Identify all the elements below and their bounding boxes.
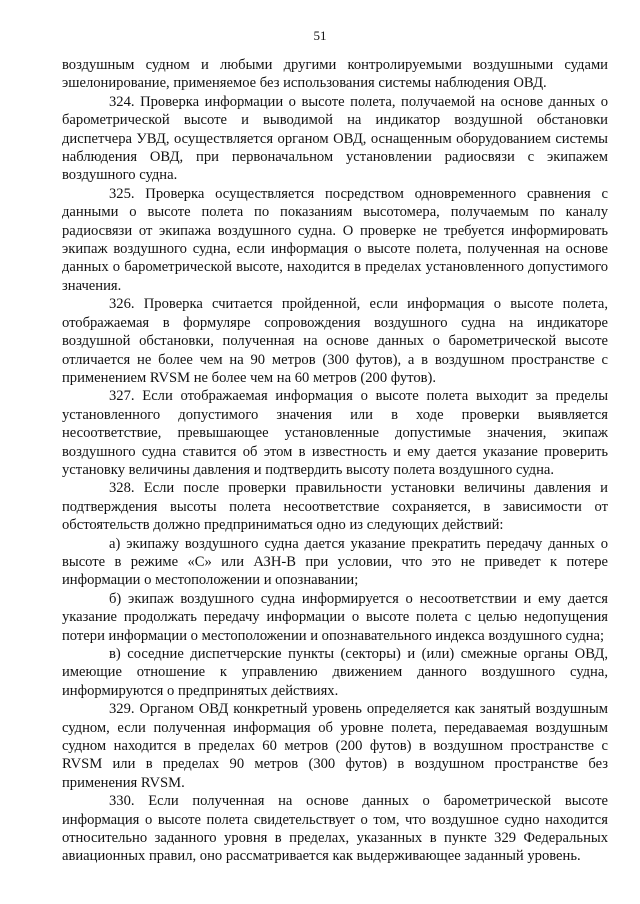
document-body	[62, 56, 608, 866]
page-number: 51	[313, 28, 327, 43]
paragraph-329: 329. Органом ОВД конкретный уровень определяется как занятый воздушным судном, если полученная информация об уровне полета, передаваемая воздушным судном находится в пределах 60 метров (200 футов) в воздушном пространстве с RVSM или в пределах 90 метров (300 футов) в воздушном пространстве без применения RVSM.	[62, 701, 608, 791]
paragraph-327: 327. Если отображаемая информация о высоте полета выходит за пределы установленного допустимого значения или в ходе проверки выявляется несоответствие, превышающее установленные допустимые значения, экипаж воздушного судна ставится об этом в известность и ему дается указание проверить установку величины давления и подтвердить высоту полета воздушного судна.	[62, 388, 608, 478]
paragraph-continuation: воздушным судном и любыми другими контролируемыми воздушными судами эшелонирование, применяемое без использования системы наблюдения ОВД.	[62, 57, 608, 92]
paragraph-328: 328. Если после проверки правильности установки величины давления и подтверждения высоты полета несоответствие сохраняется, в зависимости от обстоятельств должно предприниматься одно из следующих действий:	[62, 480, 608, 534]
list-item-v: в) соседние диспетчерские пункты (секторы) и (или) смежные органы ОВД, имеющие отношение к управлению движением данного воздушного судна, информируются о предпринятых действиях.	[62, 646, 608, 699]
paragraph-324: 324. Проверка информации о высоте полета, получаемой на основе данных о барометрической высоте и выводимой на индикатор воздушной обстановки диспетчера УВД, осуществляется органом ОВД, оснащенным оборудованием системы наблюдения ОВД, при первоначальном установлении радиосвязи с экипажем воздушного судна.	[62, 93, 608, 184]
list-item-a: а) экипажу воздушного судна дается указание прекратить передачу данных о высоте в режиме «С» или АЗН-В при условии, что это не приведет к потере информации о местоположении и опознавании;	[62, 535, 608, 589]
paragraph-330: 330. Если полученная на основе данных о барометрической высоте информация о высоте полета свидетельствует о том, что воздушное судно находится относительно заданного уровня в пределах, указанных в пункте 329 Федеральных авиационных правил, оно рассматривается как выдерживающее заданный уровень.	[62, 793, 608, 865]
list-item-b: б) экипаж воздушного судна информируется о несоответствии и ему дается указание продолжать передачу информации о высоте полета с целью недопущения потери информации о местоположении и опознавательного индекса воздушного судна;	[62, 590, 608, 644]
paragraph-326: 326. Проверка считается пройденной, если информация о высоте полета, отображаемая в формуляре сопровождения воздушного судна на индикаторе воздушной обстановки, полученная на основе данных о барометрической высоте отличается не более чем на 90 метров (300 футов), а в воздушном пространстве с применением RVSM не более чем на 60 метров (200 футов).	[62, 296, 608, 386]
paragraph-325: 325. Проверка осуществляется посредством одновременного сравнения с данными о высоте полета по показаниям высотомера, получаемым по каналу радиосвязи от экипажа воздушного судна. О проверке не требуется информировать экипаж воздушного судна, если информация о высоте полета, полученная на основе данных о барометрической высоте, находится в пределах установленного допустимого значения.	[62, 185, 608, 294]
